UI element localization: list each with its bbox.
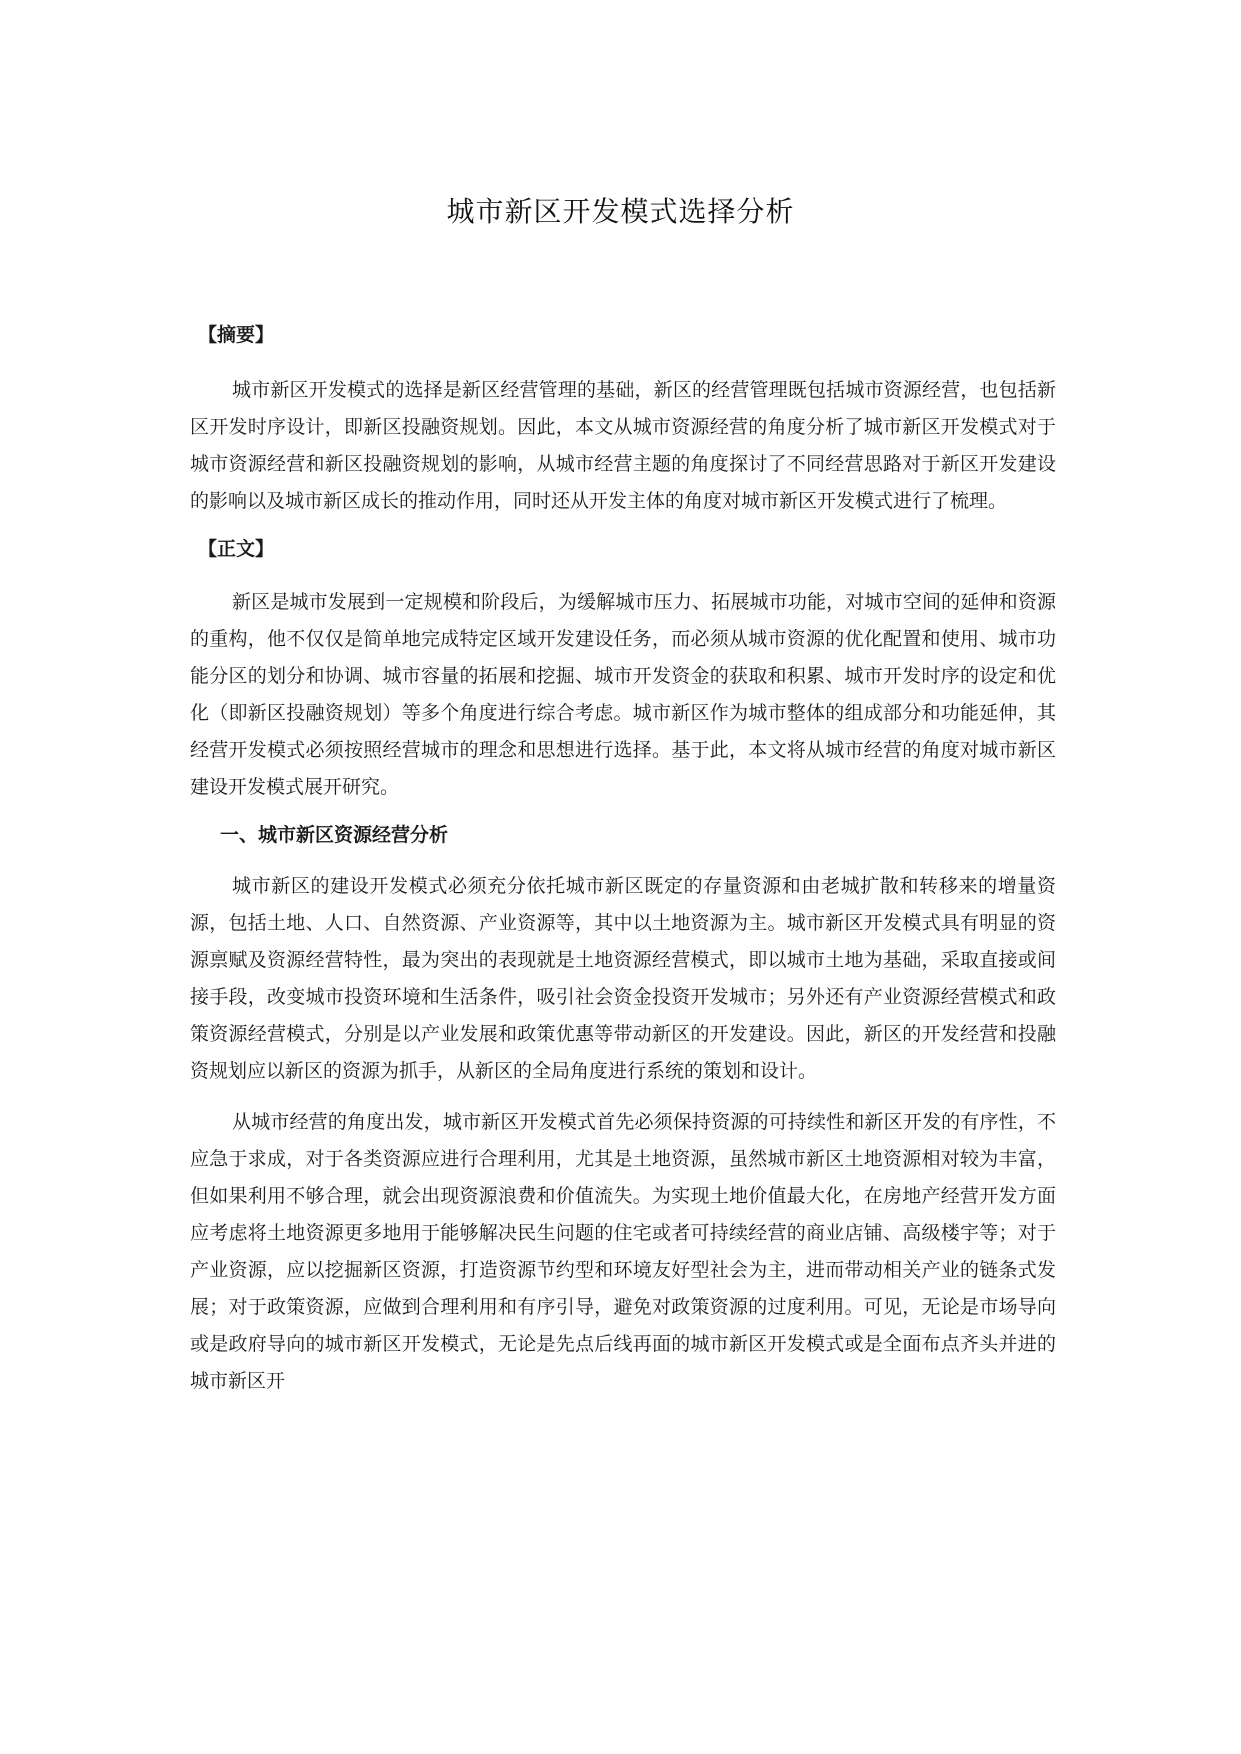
- section1-paragraph-1: 城市新区的建设开发模式必须充分依托城市新区既定的存量资源和由老城扩散和转移来的增量资源，包括土地、人口、自然资源、产业资源等，其中以土地资源为主。城市新区开发模式具有明显的资源禀赋及资源经营特性，最为突出的表现就是土地资源经营模式，即以城市土地为基础，采取直接或间接手段，改变城市投资环境和生活条件，吸引社会资金投资开发城市；另外还有产业资源经营模式和政策资源经营模式，分别是以产业发展和政策优惠等带动新区的开发建设。因此，新区的开发经营和投融资规划应以新区的资源为抓手，从新区的全局角度进行系统的策划和设计。: [190, 875, 1056, 1082]
- body-heading: 【正文】: [198, 538, 275, 560]
- abstract-heading: 【摘要】: [198, 324, 275, 346]
- section1-heading: 一、城市新区资源经营分析: [220, 824, 449, 846]
- document-title: 城市新区开发模式选择分析: [446, 195, 795, 228]
- document-body: [190, 320, 1056, 1400]
- abstract-paragraph: 城市新区开发模式的选择是新区经营管理的基础，新区的经营管理既包括城市资源经营，也包括新区开发时序设计，即新区投融资规划。因此，本文从城市资源经营的角度分析了城市新区开发模式对于城市资源经营和新区投融资规划的影响，从城市经营主题的角度探讨了不同经营思路对于新区开发建设的影响以及城市新区成长的推动作用，同时还从开发主体的角度对城市新区开发模式进行了梳理。: [190, 379, 1056, 512]
- section1-paragraph-2: 从城市经营的角度出发，城市新区开发模式首先必须保持资源的可持续性和新区开发的有序性，不应急于求成，对于各类资源应进行合理利用，尤其是土地资源，虽然城市新区土地资源相对较为丰富，但如果利用不够合理，就会出现资源浪费和价值流失。为实现土地价值最大化，在房地产经营开发方面应考虑将土地资源更多地用于能够解决民生问题的住宅或者可持续经营的商业店铺、高级楼宇等；对于产业资源，应以挖掘新区资源，打造资源节约型和环境友好型社会为主，进而带动相关产业的链条式发展；对于政策资源，应做到合理利用和有序引导，避免对政策资源的过度利用。可见，无论是市场导向或是政府导向的城市新区开发模式，无论是先点后线再面的城市新区开发模式或是全面布点齐头并进的城市新区开: [190, 1111, 1056, 1392]
- intro-paragraph: 新区是城市发展到一定规模和阶段后，为缓解城市压力、拓展城市功能，对城市空间的延伸和资源的重构，他不仅仅是简单地完成特定区域开发建设任务，而必须从城市资源的优化配置和使用、城市功能分区的划分和协调、城市容量的拓展和挖掘、城市开发资金的获取和积累、城市开发时序的设定和优化（即新区投融资规划）等多个角度进行综合考虑。城市新区作为城市整体的组成部分和功能延伸，其经营开发模式必须按照经营城市的理念和思想进行选择。基于此，本文将从城市经营的角度对城市新区建设开发模式展开研究。: [190, 591, 1056, 798]
